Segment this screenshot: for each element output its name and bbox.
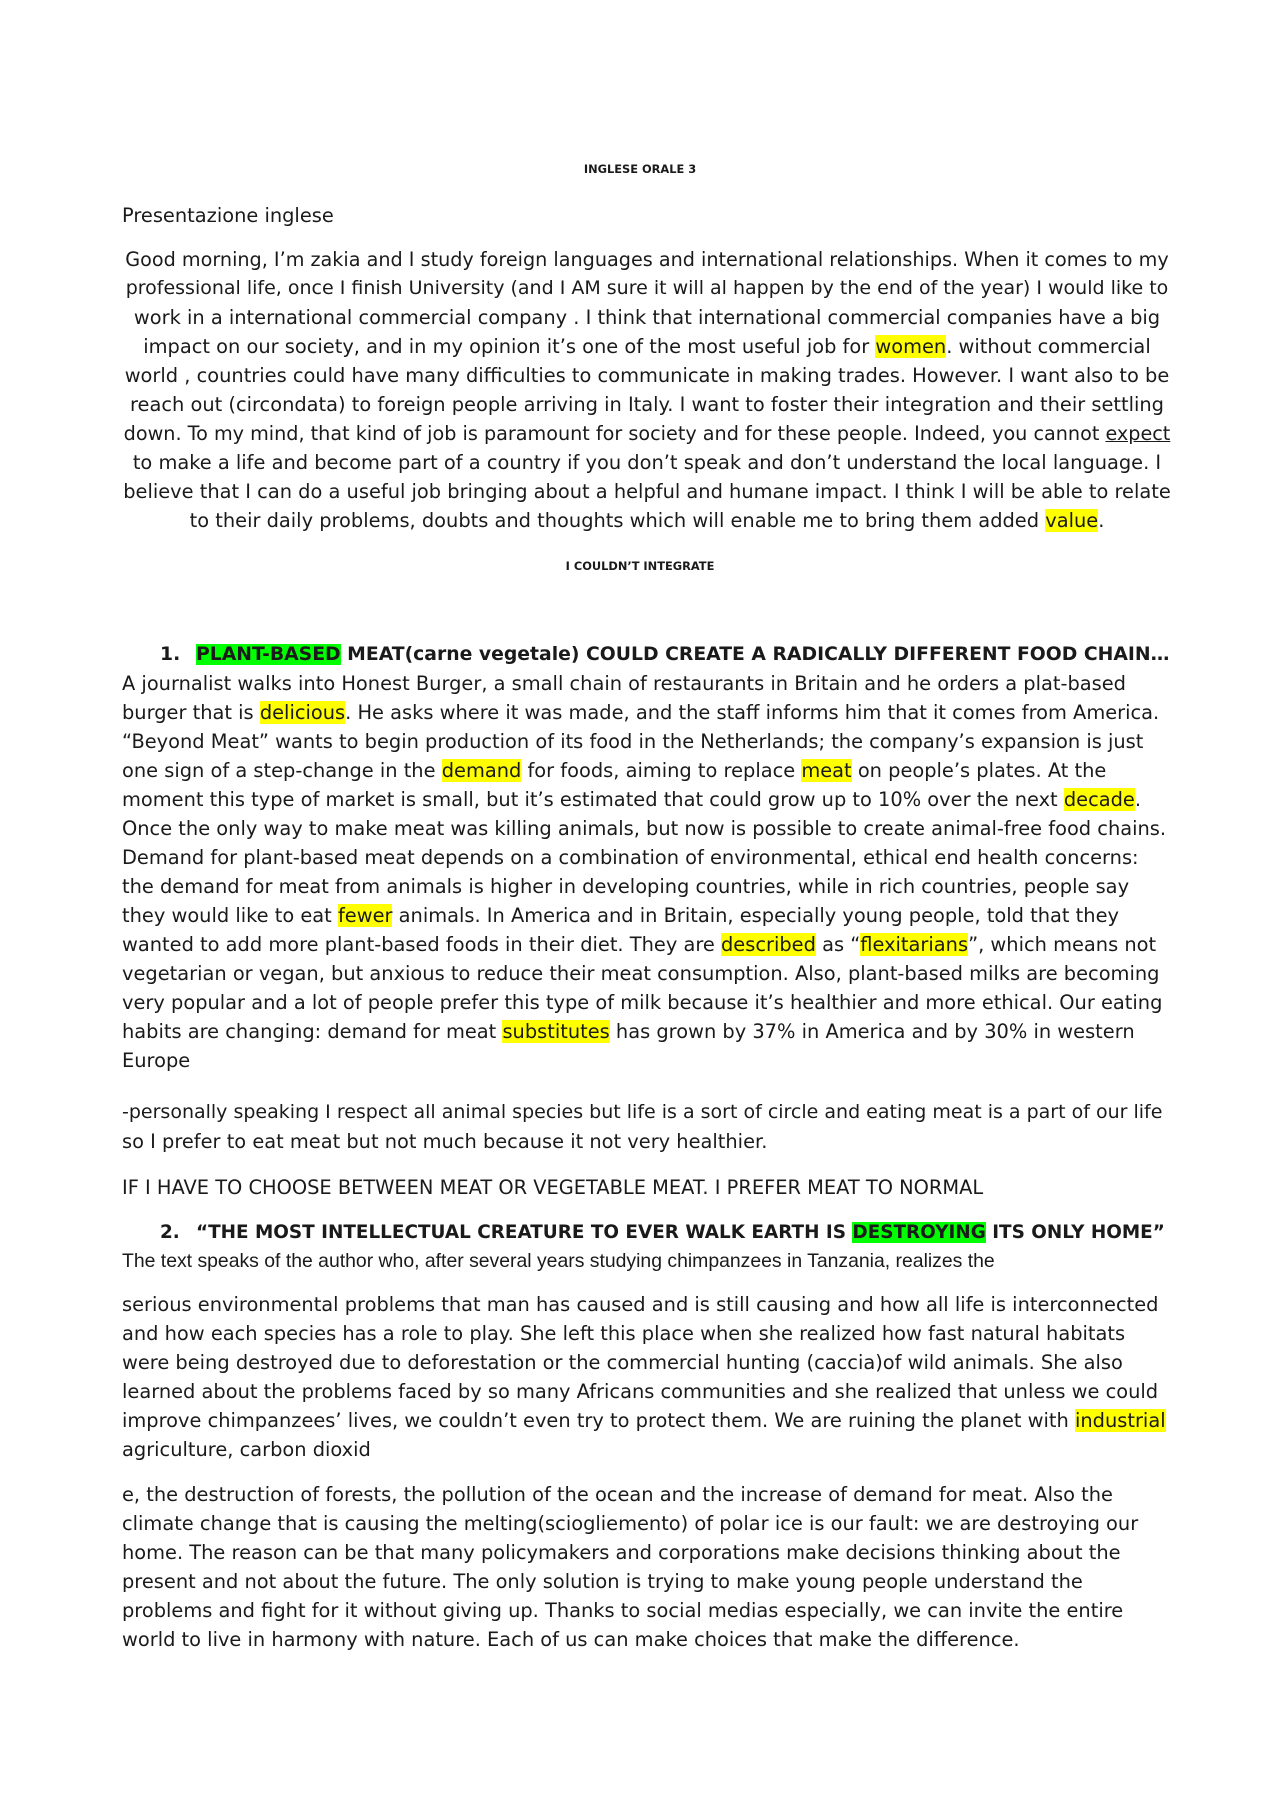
text-line: professional life, once I finish University (and I AM sure it will al happen by the end of the year) I would like to [125, 277, 1169, 299]
page-title: INGLESE ORALE 3 [583, 162, 697, 176]
subtitle-text: Presentazione inglese [122, 204, 334, 227]
text-line: learned about the problems faced by so many Africans communities and she realized that unless we could [122, 1380, 1159, 1403]
subtitle [122, 201, 1172, 230]
text-line: problems and fight for it without giving up. Thanks to social medias especially, we can invite the entire [122, 1599, 1124, 1622]
text-line: A journalist walks into Honest Burger, a small chain of restaurants in Britain and he orders a plat-based [122, 672, 1126, 695]
heading-text: ITS ONLY HOME” [985, 1222, 1165, 1243]
highlight-meat: meat [801, 759, 852, 782]
text-span: wanted to add more plant-based foods in their diet. They are [122, 933, 721, 956]
list-number: 1. [160, 644, 181, 665]
text-line: IF I HAVE TO CHOOSE BETWEEN MEAT OR VEGETABLE MEAT. I PREFER MEAT TO NORMAL [122, 1176, 984, 1199]
section-2-heading [122, 1218, 1172, 1247]
text-line [122, 1017, 1172, 1046]
choice-line [122, 1173, 1172, 1202]
text-line: vegetarian or vegan, but anxious to reduce their meat consumption. Also, plant-based milks are becoming [122, 962, 1160, 985]
text-span: . without commercial [946, 335, 1151, 358]
highlight-delicious: delicious [259, 701, 346, 724]
text-line: “Beyond Meat” wants to begin production of its food in the Netherlands; the company’s expansion is just [122, 730, 1144, 753]
text-span: one sign of a step-change in the [122, 759, 442, 782]
highlight-fewer: fewer [337, 904, 393, 927]
text-line: to make a life and become part of a country if you don’t speak and don’t understand the local language. I [132, 451, 1162, 474]
text-span: . He asks where it was made, and the staff informs him that it comes from America. [345, 701, 1160, 724]
text-span: down. To my mind, that kind of job is paramount for society and for these people. Indeed, you cannot [123, 422, 1106, 445]
highlight-flexitarians: flexitarians [860, 933, 969, 956]
text-line [122, 930, 1172, 959]
text-line: Once the only way to make meat was killing animals, but now is possible to create animal-free food chains. [122, 817, 1167, 840]
text-line: so I prefer to eat meat but not much because it not very healthier. [122, 1130, 768, 1153]
text-line: present and not about the future. The only solution is trying to make young people understand the [122, 1570, 1083, 1593]
text-line [122, 901, 1172, 930]
text-line: world to live in harmony with nature. Each of us can make choices that make the difference. [122, 1628, 1020, 1651]
text-span: they would like to eat [122, 904, 338, 927]
text-line: were being destroyed due to deforestation or the commercial hunting (caccia)of wild animals. She also [122, 1351, 1123, 1374]
text-line [122, 698, 1172, 727]
text-line [122, 756, 1172, 785]
text-line: -personally speaking I respect all animal species but life is a sort of circle and eating meat is a part of our life [122, 1101, 1163, 1123]
text-line: e, the destruction of forests, the pollution of the ocean and the increase of demand for meat. Also the [122, 1483, 1113, 1506]
text-line [122, 785, 1172, 814]
text-span: . [1098, 509, 1105, 532]
text-line: and how each species has a role to play. She left this place when she realized how fast natural habitats [122, 1322, 1126, 1345]
text-line: the demand for meat from animals is higher in developing countries, while in rich countries, people say [122, 875, 1130, 898]
underlined-expect: expect [1105, 422, 1171, 445]
text-span: animals. In America and in Britain, especially young people, told that they [392, 904, 1119, 927]
section-2-conclusion [122, 1480, 1172, 1654]
section-heading: I COULDN’T INTEGRATE [565, 559, 715, 573]
text-line: very popular and a lot of people prefer this type of milk because it’s healthier and more ethical. Our eating [122, 991, 1163, 1014]
opinion-paragraph [122, 1098, 1172, 1156]
section-2-body [122, 1290, 1172, 1464]
text-line [122, 506, 1172, 535]
text-line: Demand for plant-based meat depends on a combination of environmental, ethical end health concerns: [122, 846, 1139, 869]
text-span: on people’s plates. At the [851, 759, 1107, 782]
text-line: believe that I can do a useful job bringing about a helpful and humane impact. I think I will be able to relate [123, 480, 1171, 503]
text-line: agriculture, carbon dioxid [122, 1438, 371, 1461]
section-1-heading [122, 640, 1172, 669]
highlight-described: described [720, 933, 816, 956]
text-span: improve chimpanzees’ lives, we couldn’t even try to protect them. We are ruining the planet with [122, 1409, 1075, 1432]
list-number: 2. [160, 1222, 180, 1243]
text-span: burger that is [122, 701, 260, 724]
text-span: has grown by 37% in America and by 30% in western [609, 1020, 1135, 1043]
text-line: The text speaks of the author who, after several years studying chimpanzees in Tanzania, realizes the [122, 1250, 995, 1272]
highlight-women: women [875, 335, 947, 358]
text-line: Europe [122, 1049, 191, 1072]
text-line [122, 419, 1172, 448]
text-line: climate change that is causing the melting(sciogliemento) of polar ice is our fault: we are destroying our [122, 1512, 1139, 1535]
highlight-decade: decade [1063, 788, 1135, 811]
text-span: . [1134, 788, 1142, 811]
text-line [122, 332, 1172, 361]
text-line: reach out (circondata) to foreign people arriving in Italy. I want to foster their integration and their settling [130, 393, 1164, 416]
text-line: Good morning, I’m zakia and I study foreign languages and international relationships. When it comes to my [125, 248, 1169, 271]
text-line: work in a international commercial company . I think that international commercial companies have a big [133, 306, 1161, 329]
text-span: habits are changing: demand for meat [122, 1020, 503, 1043]
highlight-value: value [1045, 509, 1099, 532]
text-span: impact on our society, and in my opinion it’s one of the most useful job for [143, 335, 876, 358]
highlight-plant-based: PLANT-BASED [196, 644, 341, 665]
heading-text: MEAT(carne vegetale) COULD CREATE A RADICALLY DIFFERENT FOOD CHAIN… [340, 644, 1170, 665]
highlight-substitutes: substitutes [502, 1020, 610, 1043]
text-span: moment this type of market is small, but it’s estimated that could grow up to 10% over the next [122, 788, 1064, 811]
text-line: serious environmental problems that man has caused and is still causing and how all life is interconnected [122, 1293, 1159, 1316]
text-line [122, 1406, 1172, 1435]
section-2 [122, 1218, 1172, 1276]
text-span: ”, which means not [968, 933, 1157, 956]
section-1 [122, 640, 1172, 1075]
highlight-industrial: industrial [1074, 1409, 1166, 1432]
text-line: home. The reason can be that many policymakers and corporations make decisions thinking about the [122, 1541, 1121, 1564]
highlight-destroying: DESTROYING [852, 1222, 986, 1243]
highlight-demand: demand [441, 759, 522, 782]
intro-paragraph [122, 245, 1172, 535]
text-span: to their daily problems, doubts and thoughts which will enable me to bring them added [189, 509, 1046, 532]
text-span: as “ [815, 933, 861, 956]
text-line: world , countries could have many difficulties to communicate in making trades. However. I want also to be [124, 364, 1170, 387]
text-span: for foods, aiming to replace [521, 759, 802, 782]
heading-text: “THE MOST INTELLECTUAL CREATURE TO EVER WALK EARTH IS [196, 1222, 853, 1243]
